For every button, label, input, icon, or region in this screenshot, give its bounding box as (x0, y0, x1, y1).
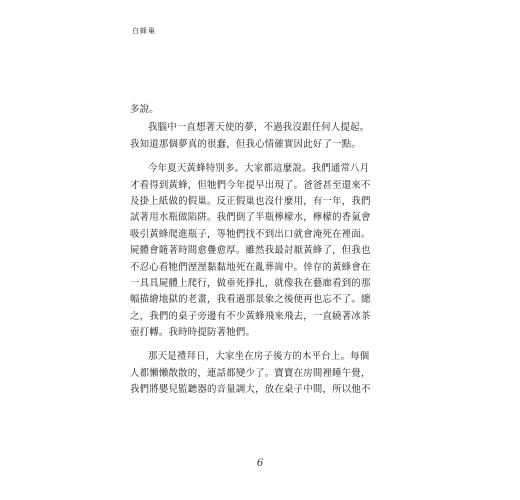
paragraph-gap (130, 341, 400, 349)
text-line: 吸引黃蜂爬進瓶子，等牠們找不到出口就會淹死在裡面。 (130, 228, 371, 240)
paragraph (130, 349, 400, 398)
text-line: 屍體會隨著時間愈疊愈厚。雖然我最討厭黃蜂了，但我也 (130, 245, 371, 257)
text-line: 我們將嬰兒監聽器的音量調大，放在桌子中間，所以他不 (130, 384, 371, 396)
text-line: 我腦中一直想著天使的夢，不過我沒跟任何人提起。 (148, 122, 370, 134)
text-line: 壺打轉。我時時提防著牠們。 (130, 327, 256, 339)
paragraph (130, 120, 400, 153)
paragraph (130, 102, 400, 118)
page-number: 6 (256, 458, 264, 469)
paragraph (130, 161, 400, 341)
text-line: 那天是禮拜日，大家坐在房子後方的木平台上。每個 (148, 351, 370, 363)
text-line: 一具具屍體上爬行，做垂死掙扎，就像我在藝廊看到的那 (130, 277, 371, 289)
text-line: 之，我們的桌子旁邊有不少黃蜂飛來飛去，一直繞著冰茶 (130, 310, 371, 322)
text-line: 人都懶懶散散的，連話都變少了。寶寶在房間裡睡午覺， (130, 367, 371, 379)
text-line: 幅描繪地獄的老畫，我看過那景象之後便再也忘不了。總 (130, 294, 371, 306)
body-text (130, 102, 400, 399)
text-line: 及掛上紙做的假巢。反正假巢也沒什麼用，有一年，我們 (130, 195, 371, 207)
text-line: 多說。 (130, 104, 159, 115)
running-title: 白蜂巢 (132, 27, 156, 35)
text-line: 我知道那個夢真的很蠢，但我心情確實因此好了一點。 (130, 138, 362, 150)
text-line: 今年夏天黃蜂特別多。大家都這麼說。我們通常八月 (148, 163, 370, 175)
paragraph-gap (130, 153, 400, 161)
text-line: 試著用水瓶做陷阱。我們倒了半瓶檸檬水，檸檬的香氣會 (130, 212, 371, 224)
text-line: 不忍心看牠們溼溼黏黏地死在亂葬崗中。倖存的黃蜂會在 (130, 261, 371, 273)
text-line: 才看得到黃蜂，但牠們今年提早出現了。爸爸甚至還來不 (130, 179, 371, 191)
